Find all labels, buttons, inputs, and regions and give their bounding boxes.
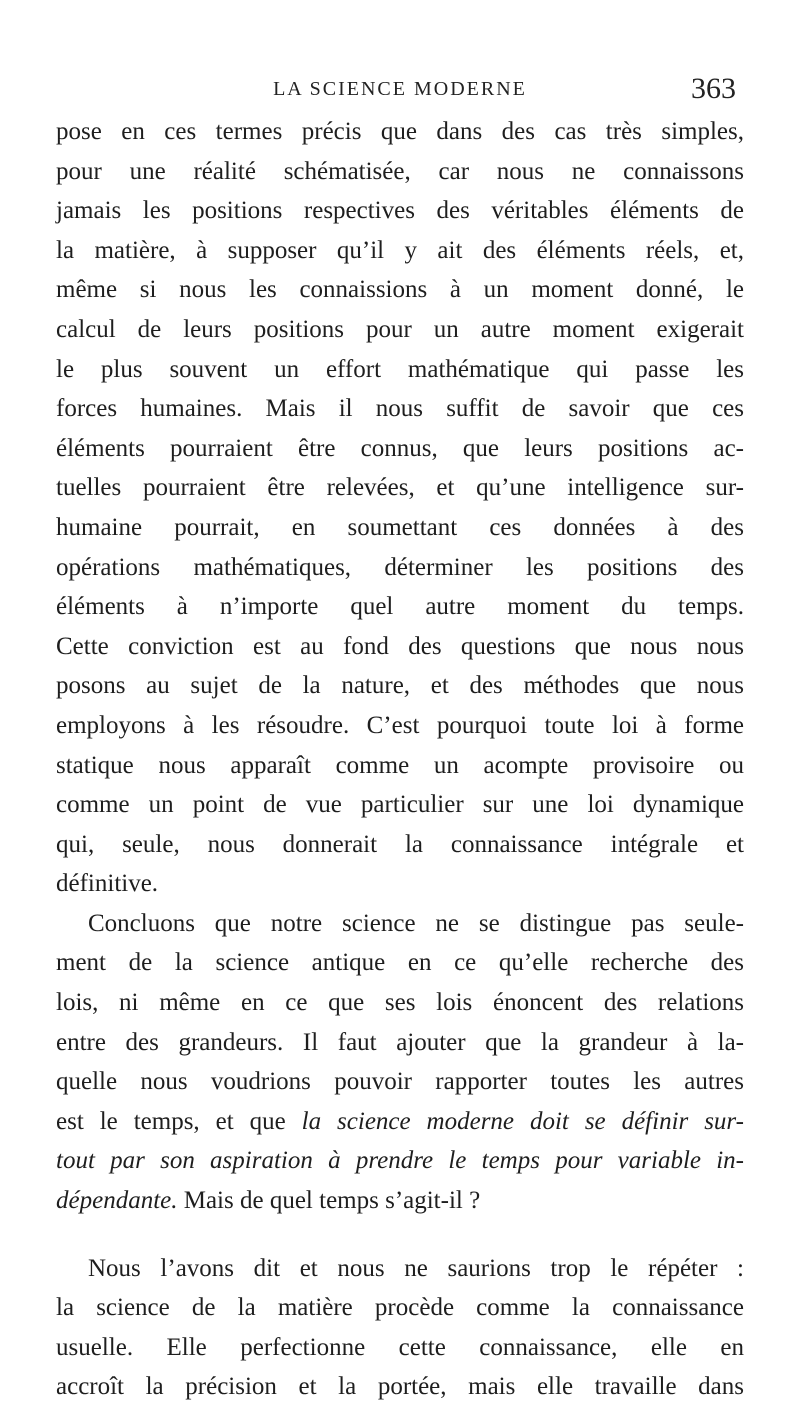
text-line (56, 1102, 744, 1142)
paragraph-2 (56, 904, 744, 1221)
text-line: le plus souvent un effort mathématique qui passe les (56, 355, 744, 383)
text-line: éléments pourraient être connus, que leurs positions ac- (56, 434, 744, 462)
text-line: tuelles pourraient être relevées, et qu’une intelligence sur- (56, 474, 744, 502)
text-line: la matière, à supposer qu’il y ait des éléments réels, et, (56, 236, 744, 264)
running-header (0, 72, 800, 112)
paragraph-3 (56, 1249, 744, 1407)
text-line: lois, ni même en ce que ses lois énoncent des relations (56, 989, 744, 1017)
text-line: ment de la science antique en ce qu’elle recherche des (56, 949, 744, 977)
text-line: pose en ces termes précis que dans des cas très simples, (56, 118, 744, 145)
text-line: statique nous apparaît comme un acompte provisoire ou (56, 751, 744, 779)
text-line: comme un point de vue particulier sur une loi dynamique (56, 791, 744, 819)
text-line: forces humaines. Mais il nous suffit de savoir que ces (56, 395, 744, 423)
text-line: éléments à n’importe quel autre moment du temps. (56, 593, 744, 621)
text-line: quelle nous voudrions pouvoir rapporter toutes les autres (56, 1068, 744, 1096)
text-line: même si nous les connaissions à un moment donné, le (56, 276, 744, 304)
text-line: pour une réalité schématisée, car nous ne connaissons (56, 157, 744, 185)
main-text (56, 112, 744, 1407)
text-line: posons au sujet de la nature, et des méthodes que nous (56, 672, 744, 700)
text-line: Concluons que notre science ne se distingue pas seule- (88, 909, 744, 937)
italic-run: tout par son aspiration à prendre le temps pour variable in- (56, 1147, 744, 1175)
italic-run: dépendante. (56, 1187, 178, 1215)
paragraph-1 (56, 112, 744, 904)
text-line: accroît la précision et la portée, mais elle travaille dans (56, 1373, 744, 1401)
text-line: Cette conviction est au fond des questions que nous nous (56, 632, 744, 660)
text-line: qui, seule, nous donnerait la connaissance intégrale et (56, 830, 744, 858)
text-line: opérations mathématiques, déterminer les positions des (56, 553, 744, 581)
text-line (56, 1181, 744, 1221)
text-line: définitive. (56, 870, 159, 898)
text-line: jamais les positions respectives des véritables éléments de (56, 197, 744, 225)
text-line: employons à les résoudre. C’est pourquoi toute loi à forme (56, 711, 744, 739)
page-number: 363 (691, 72, 736, 105)
text-line: entre des grandeurs. Il faut ajouter que la grandeur à la- (56, 1028, 744, 1056)
italic-run: la science moderne doit se définir sur- (301, 1107, 744, 1135)
paragraph-gap (56, 1221, 744, 1249)
text-line: humaine pourrait, en soumettant ces données à des (56, 513, 744, 541)
text-line: la science de la matière procède comme la connaissance (56, 1294, 744, 1322)
text-run: est le temps, et que (56, 1107, 302, 1135)
text-line: calcul de leurs positions pour un autre moment exigerait (56, 315, 744, 343)
text-line: Nous l’avons dit et nous ne saurions trop le répéter : (88, 1254, 744, 1282)
text-run: Mais de quel temps s’agit-il ? (177, 1187, 481, 1215)
text-line: usuelle. Elle perfectionne cette connaissance, elle en (56, 1333, 744, 1361)
text-line (56, 1141, 744, 1181)
running-title: LA SCIENCE MODERNE (273, 78, 527, 100)
